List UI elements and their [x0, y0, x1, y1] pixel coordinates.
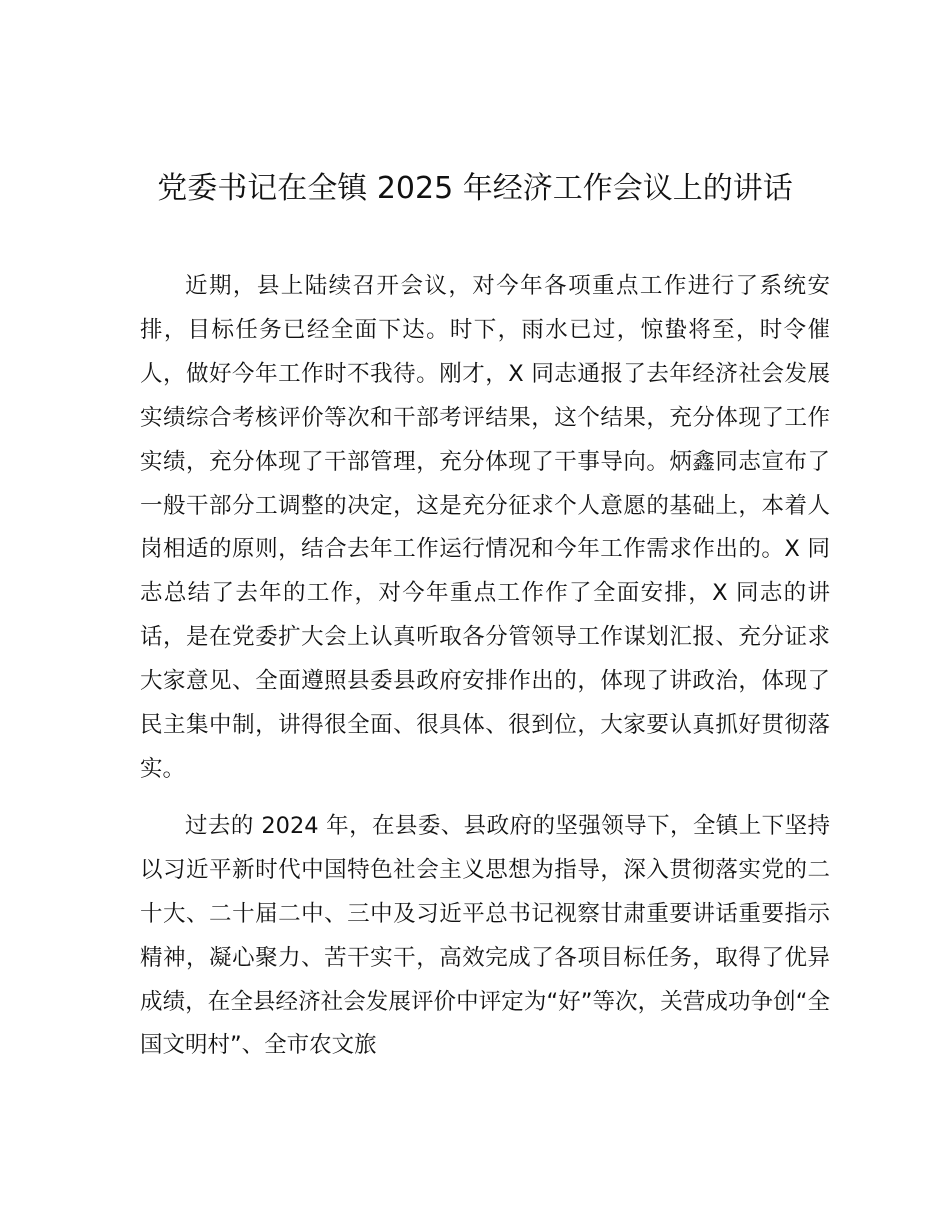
document-title: 党委书记在全镇 2025 年经济工作会议上的讲话: [157, 171, 793, 206]
paragraph-1: 近期，县上陆续召开会议，对今年各项重点工作进行了系统安排，目标任务已经全面下达。时下，雨水已过，惊蛰将至，时令催人，做好今年工作时不我待。刚才，X 同志通报了去年经济社会发展实绩综合考核评价等次和干部考评结果，这个结果，充分体现了工作实绩，充分体现了干部管理，充分体现了干事导向。炳鑫同志宣布了一般干部分工调整的决定，这是充分征求个人意愿的基础上，本着人岗相适的原则，结合去年工作运行情况和今年工作需求作出的。X 同志总结了去年的工作，对今年重点工作作了全面安排，X 同志的讲话，是在党委扩大会上认真听取各分管领导工作谋划汇报、充分证求大家意见、全面遵照县委县政府安排作出的，体现了讲政治，体现了民主集中制，讲得很全面、很具体、很到位，大家要认真抓好贯彻落实。: [140, 273, 830, 782]
document-body: [140, 265, 830, 1081]
paragraph-2: 过去的 2024 年，在县委、县政府的坚强领导下，全镇上下坚持以习近平新时代中国特色社会主义思想为指导，深入贯彻落实党的二十大、二十届二中、三中及习近平总书记视察甘肃重要讲话重要指示精神，凝心聚力、苦干实干，高效完成了各项目标任务，取得了优异成绩，在全县经济社会发展评价中评定为“好”等次，关营成功争创“全国文明村”、全市农文旅: [140, 812, 830, 1059]
